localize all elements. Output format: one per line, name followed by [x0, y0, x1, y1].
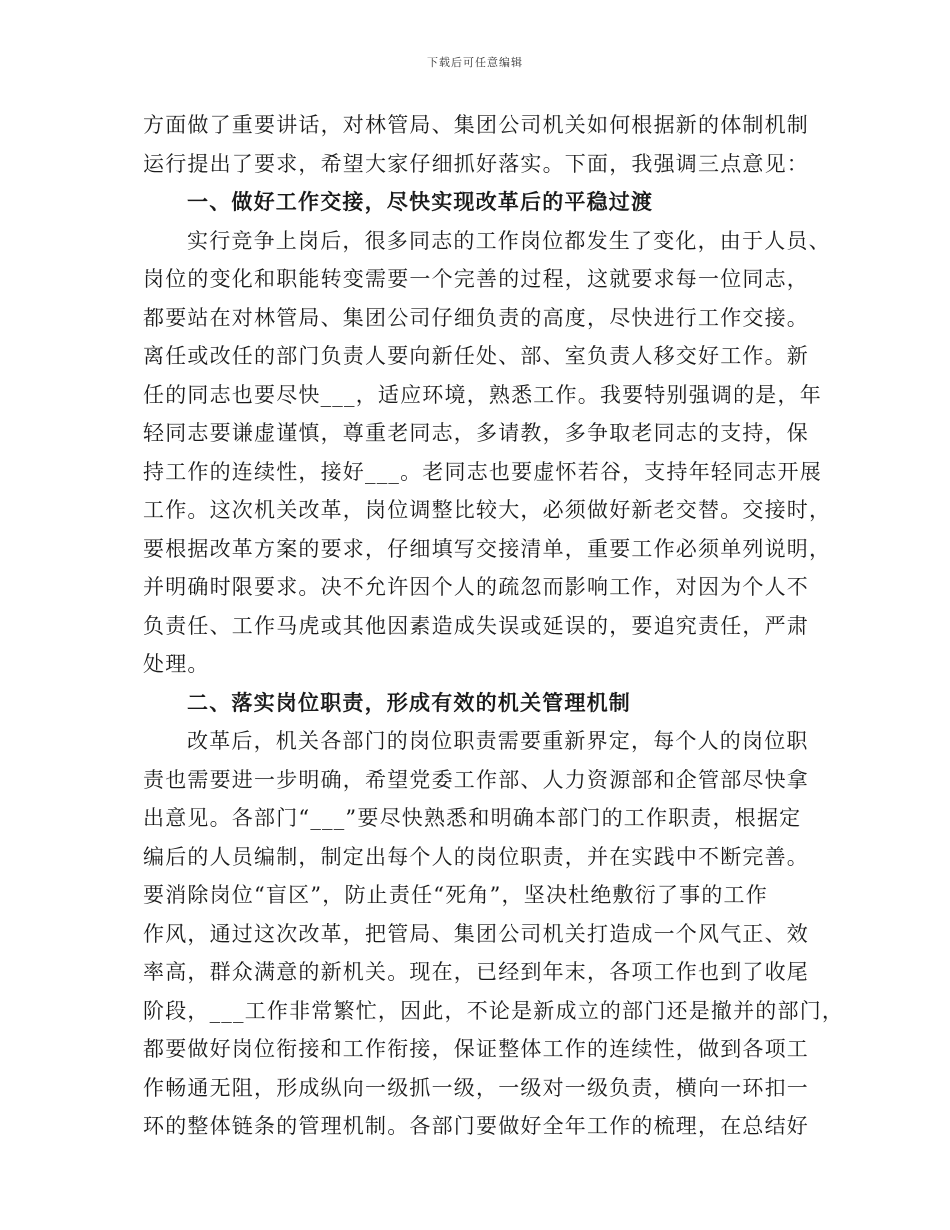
section-heading-2: 二、落实岗位职责，形成有效的机关管理机制	[187, 689, 631, 715]
paragraph-line: 工作。这次机关改革，岗位调整比较大，必须做好新老交替。交接时，	[143, 498, 832, 522]
paragraph-line: 率高，群众满意的新机关。现在，已经到年末，各项工作也到了收尾	[143, 960, 809, 984]
paragraph-line: 离任或改任的部门负责人要向新任处、部、室负责人移交好工作。新	[143, 344, 809, 368]
paragraph-line: 要消除岗位“盲区”，防止责任“死角”，坚决杜绝敷衍了事的工作	[143, 883, 768, 907]
paragraph-line: 编后的人员编制，制定出每个人的岗位职责，并在实践中不断完善。	[143, 844, 809, 869]
paragraph-line: 处理。	[143, 652, 210, 676]
paragraph-line: 阶段，___工作非常繁忙，因此，不论是新成立的部门还是撤并的部门，	[143, 998, 845, 1023]
paragraph-line: 负责任、工作马虎或其他因素造成失误或延误的，要追究责任，严肃	[143, 613, 809, 638]
paragraph-line: 任的同志也要尽快___，适应环境，熟悉工作。我要特别强调的是，年	[143, 382, 822, 407]
paragraph-line: 运行提出了要求，希望大家仔细抓好落实。下面，我强调三点意见：	[143, 151, 809, 176]
paragraph-line: 作畅通无阻，形成纵向一级抓一级，一级对一级负责，横向一环扣一	[143, 1075, 809, 1100]
paragraph-line: 改革后，机关各部门的岗位职责需要重新界定，每个人的岗位职	[187, 729, 809, 753]
paragraph-line: 环的整体链条的管理机制。各部门要做好全年工作的梳理，在总结好	[143, 1114, 809, 1138]
paragraph-line: 出意见。各部门“___”要尽快熟悉和明确本部门的工作职责，根据定	[143, 806, 802, 830]
paragraph-line: 要根据改革方案的要求，仔细填写交接清单，重要工作必须单列说明，	[143, 536, 832, 561]
paragraph-line: 实行竞争上岗后，很多同志的工作岗位都发生了变化，由于人员、	[187, 228, 831, 253]
paragraph-line: 都要站在对林管局、集团公司仔细负责的高度，尽快进行工作交接。	[143, 305, 809, 330]
section-heading-1: 一、做好工作交接，尽快实现改革后的平稳过渡	[187, 189, 654, 214]
paragraph-line: 都要做好岗位衔接和工作衔接，保证整体工作的连续性，做到各项工	[143, 1037, 809, 1061]
paragraph-line: 岗位的变化和职能转变需要一个完善的过程，这就要求每一位同志，	[143, 267, 809, 291]
paragraph-line: 持工作的连续性，接好___。老同志也要虚怀若谷，支持年轻同志开展	[143, 459, 822, 484]
paragraph-line: 方面做了重要讲话，对林管局、集团公司机关如何根据新的体制机制	[143, 113, 809, 137]
paragraph-line: 作风，通过这次改革，把管局、集团公司机关打造成一个风气正、效	[143, 921, 809, 946]
document-body	[143, 106, 845, 1146]
paragraph-line: 轻同志要谦虚谨慎，尊重老同志，多请教，多争取老同志的支持，保	[143, 421, 809, 445]
header-note: 下载后可任意编辑	[427, 56, 523, 69]
paragraph-line: 责也需要进一步明确，希望党委工作部、人力资源部和企管部尽快拿	[143, 767, 809, 792]
paragraph-line: 并明确时限要求。决不允许因个人的疏忽而影响工作，对因为个人不	[143, 575, 809, 599]
